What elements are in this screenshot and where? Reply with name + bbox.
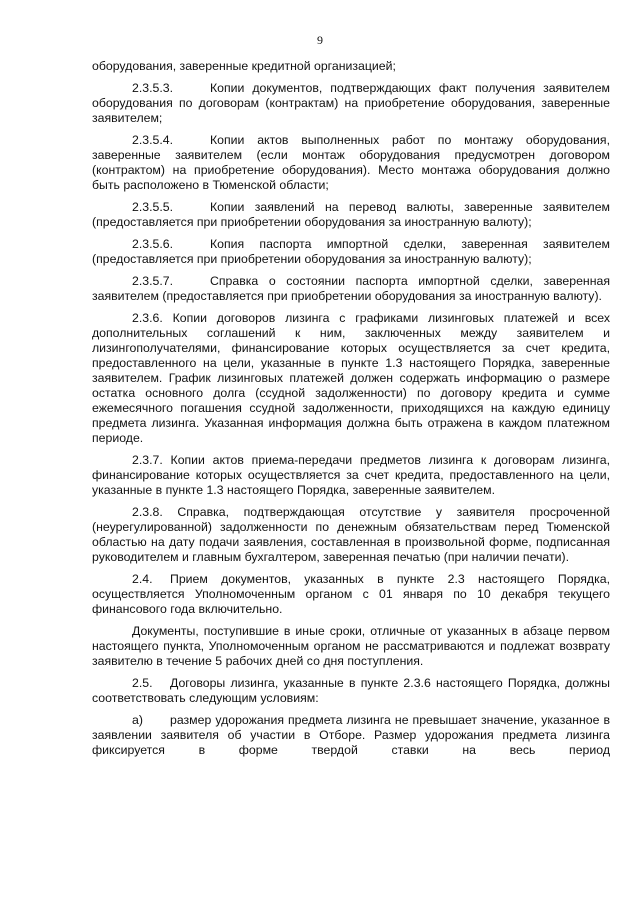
document-body xyxy=(92,59,610,758)
clause-number: 2.3.5.4. xyxy=(132,133,174,147)
paragraph-continuation: оборудования, заверенные кредитной организацией; xyxy=(92,59,396,73)
clause-text: Прием документов, указанных в пункте 2.3 настоящего Порядка, осуществляется Уполномоченным органом с 01 января по 10 декабря текущего финансового года включительно. xyxy=(92,572,610,616)
clause-number: 2.4. xyxy=(132,572,153,586)
paragraph-2-3-8: 2.3.8. Справка, подтверждающая отсутствие у заявителя просроченной (неурегулированной) задолженности по денежным обязательствам перед Тюменской областью на дату подачи заявления, составленная в произвольной форме, подписанная руководителем и главным бухгалтером, заверенная печатью (при наличии печати). xyxy=(92,505,610,564)
paragraph-2-3-6: 2.3.6. Копии договоров лизинга с графиками лизинговых платежей и всех дополнительных соглашений к ним, заключенных между заявителем и лизингополучателями, финансирование которых осуществляется за счет кредита, предоставленного на цели, указанные в пункте 1.3 настоящего Порядка, заверенные заявителем. График лизинговых платежей должен содержать информацию о размере остатка основного долга (ссудной задолженности) по договору кредита и сумме ежемесячного погашения ссудной задолженности, приходящихся на каждую единицу предмета лизинга. Указанная информация должна быть отражена в каждом платежном периоде. xyxy=(92,311,610,445)
clause-text: размер удорожания предмета лизинга не превышает значение, указанное в заявлении заявителя об участии в Отборе. Размер удорожания предмета лизинга фиксируется в форме твердой ставки на весь период xyxy=(92,713,610,757)
clause-number: а) xyxy=(132,713,143,727)
paragraph-2-4 xyxy=(92,572,610,617)
paragraph-2-3-5-5 xyxy=(92,200,610,230)
paragraph-2-4-second: Документы, поступившие в иные сроки, отличные от указанных в абзаце первом настоящего пункта, Уполномоченным органом не рассматриваются и подлежат возврату заявителю в течение 5 рабочих дней со дня поступления. xyxy=(92,624,610,668)
clause-number: 2.3.5.6. xyxy=(132,237,174,251)
clause-text: Копии документов, подтверждающих факт получения заявителем оборудования по договорам (контрактам) на приобретение оборудования, заверенные заявителем; xyxy=(92,81,610,125)
page-number: 9 xyxy=(317,33,323,47)
clause-text: Копии актов выполненных работ по монтажу оборудования, заверенные заявителем (если монтаж оборудования предусмотрен договором (контрактом) на приобретение оборудования). Место монтажа оборудования должно быть расположено в Тюменской области; xyxy=(92,133,610,192)
paragraph-2-3-5-4 xyxy=(92,133,610,193)
clause-number: 2.3.5.5. xyxy=(132,200,174,214)
paragraph-2-5-a xyxy=(92,713,610,758)
clause-text: Договоры лизинга, указанные в пункте 2.3.6 настоящего Порядка, должны соответствовать следующим условиям: xyxy=(92,676,610,705)
paragraph-2-3-5-7 xyxy=(92,274,610,304)
paragraph-2-3-7: 2.3.7. Копии актов приема-передачи предметов лизинга к договорам лизинга, финансирование которых осуществляется за счет кредита, предоставленного на цели, указанные в пункте 1.3 настоящего Порядка, заверенные заявителем. xyxy=(92,453,610,497)
clause-text: Копия паспорта импортной сделки, заверенная заявителем (предоставляется при приобретении оборудования за иностранную валюту); xyxy=(92,237,610,266)
clause-text: Копии заявлений на перевод валюты, заверенные заявителем (предоставляется при приобретении оборудования за иностранную валюту); xyxy=(92,200,610,229)
clause-number: 2.3.5.3. xyxy=(132,81,174,95)
paragraph-2-3-5-3 xyxy=(92,81,610,126)
paragraph-2-5 xyxy=(92,676,610,706)
clause-text: Справка о состоянии паспорта импортной сделки, заверенная заявителем (предоставляется при приобретении оборудования за иностранную валюту). xyxy=(92,274,610,303)
clause-number: 2.3.5.7. xyxy=(132,274,174,288)
clause-number: 2.5. xyxy=(132,676,153,690)
paragraph-2-3-5-6 xyxy=(92,237,610,267)
